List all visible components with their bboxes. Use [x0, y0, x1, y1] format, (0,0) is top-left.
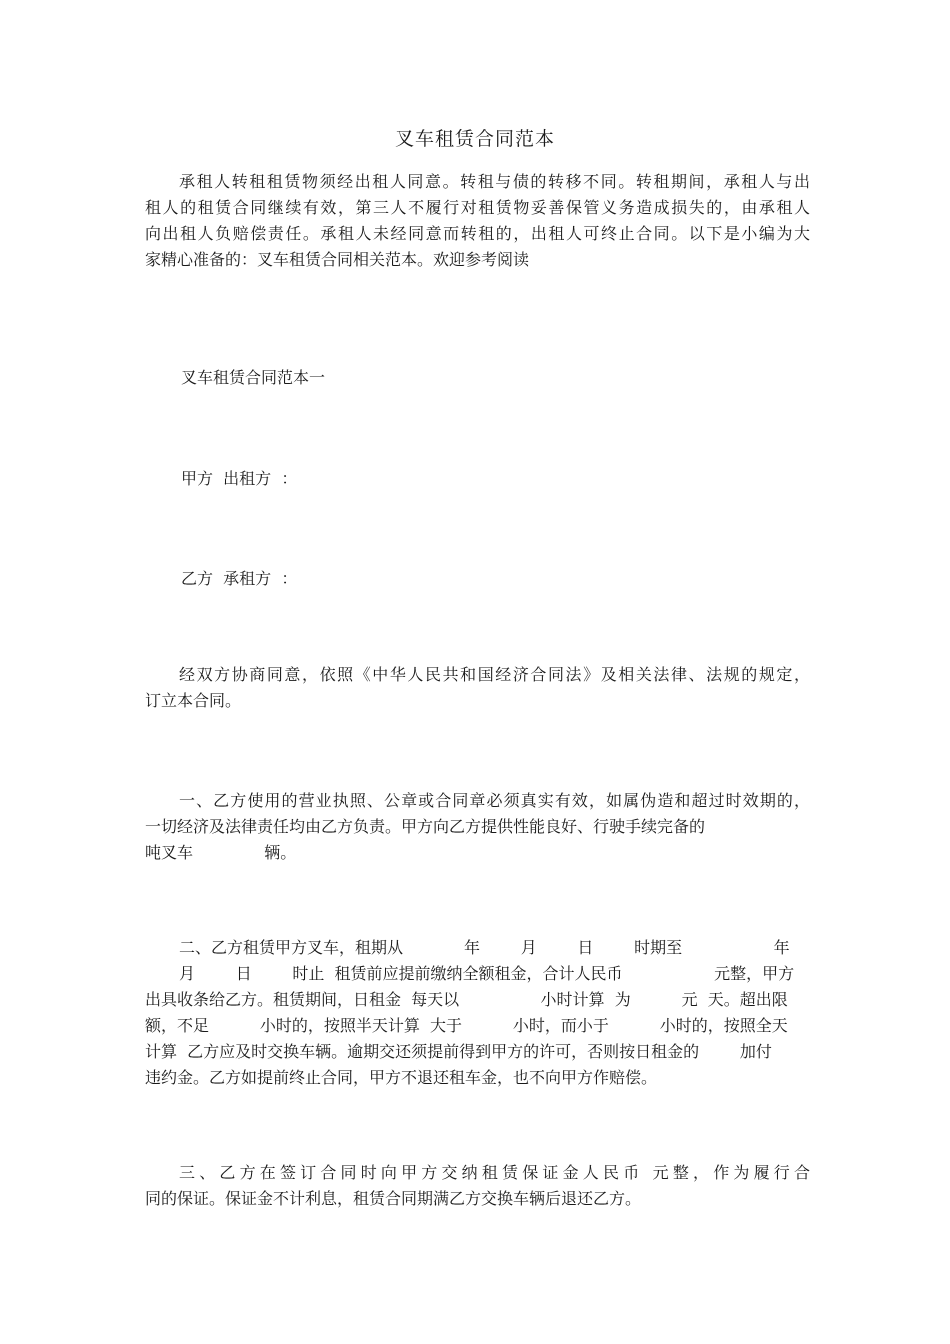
clause-1-line: 吨叉车 辆。 [145, 843, 297, 862]
clause-2-line: 月 日 时止 租赁前应提前缴纳全额租金，合计人民币 元整，甲方 [179, 964, 795, 983]
clause-2-line: 二、乙方租赁甲方叉车，租期从 年 月 日 时期至 年 [179, 938, 790, 957]
preamble-line: 订立本合同。 [145, 691, 242, 710]
clause-2-paragraph [145, 935, 810, 1091]
clause-1-line: 一、乙方使用的营业执照、公章或合同章必须真实有效，如属伪造和超过时效期的， [179, 791, 810, 810]
intro-line: 向出租人负赔偿责任。承租人未经同意而转租的，出租人可终止合同。以下是小编为大 [145, 224, 810, 243]
clause-2-line: 出具收条给乙方。租赁期间，日租金 每天以 小时计算 为 元 天。超出限 [145, 990, 788, 1009]
party-a-line: 甲方 出租方 ： [181, 469, 298, 488]
party-b-line: 乙方 承租方 ： [181, 569, 298, 588]
intro-line: 承租人转租租赁物须经出租人同意。转租与债的转移不同。转租期间，承租人与出 [179, 172, 810, 191]
intro-line: 家精心准备的：叉车租赁合同相关范本。欢迎参考阅读 [145, 250, 530, 269]
clause-1-line: 一切经济及法律责任均由乙方负责。甲方向乙方提供性能良好、行驶手续完备的 [145, 817, 706, 836]
clause-2-line: 额，不足 小时的，按照半天计算 大于 小时，而小于 小时的，按照全天 [145, 1016, 788, 1035]
intro-paragraph [145, 169, 810, 273]
section-heading: 叉车租赁合同范本一 [181, 368, 326, 387]
clause-3-line: 同的保证。保证金不计利息，租赁合同期满乙方交换车辆后退还乙方。 [145, 1189, 642, 1208]
preamble-paragraph [145, 662, 810, 714]
intro-line: 租人的租赁合同继续有效，第三人不履行对租赁物妥善保管义务造成损失的，由承租人 [145, 198, 810, 217]
clause-2-line: 违约金。乙方如提前终止合同，甲方不退还租车金，也不向甲方作赔偿。 [145, 1068, 658, 1087]
clause-3-line: 三、乙方在签订合同时向甲方交纳租赁保证金人民币 元整，作为履行合 [179, 1163, 810, 1182]
clause-2-line: 计算 乙方应及时交换车辆。逾期交还须提前得到甲方的许可，否则按日租金的 加付 [145, 1042, 772, 1061]
document-title: 叉车租赁合同范本 [394, 128, 555, 150]
clause-1-paragraph [145, 788, 810, 866]
preamble-line: 经双方协商同意，依照《中华人民共和国经济合同法》及相关法律、法规的规定， [179, 665, 810, 684]
clause-3-paragraph [145, 1160, 810, 1212]
